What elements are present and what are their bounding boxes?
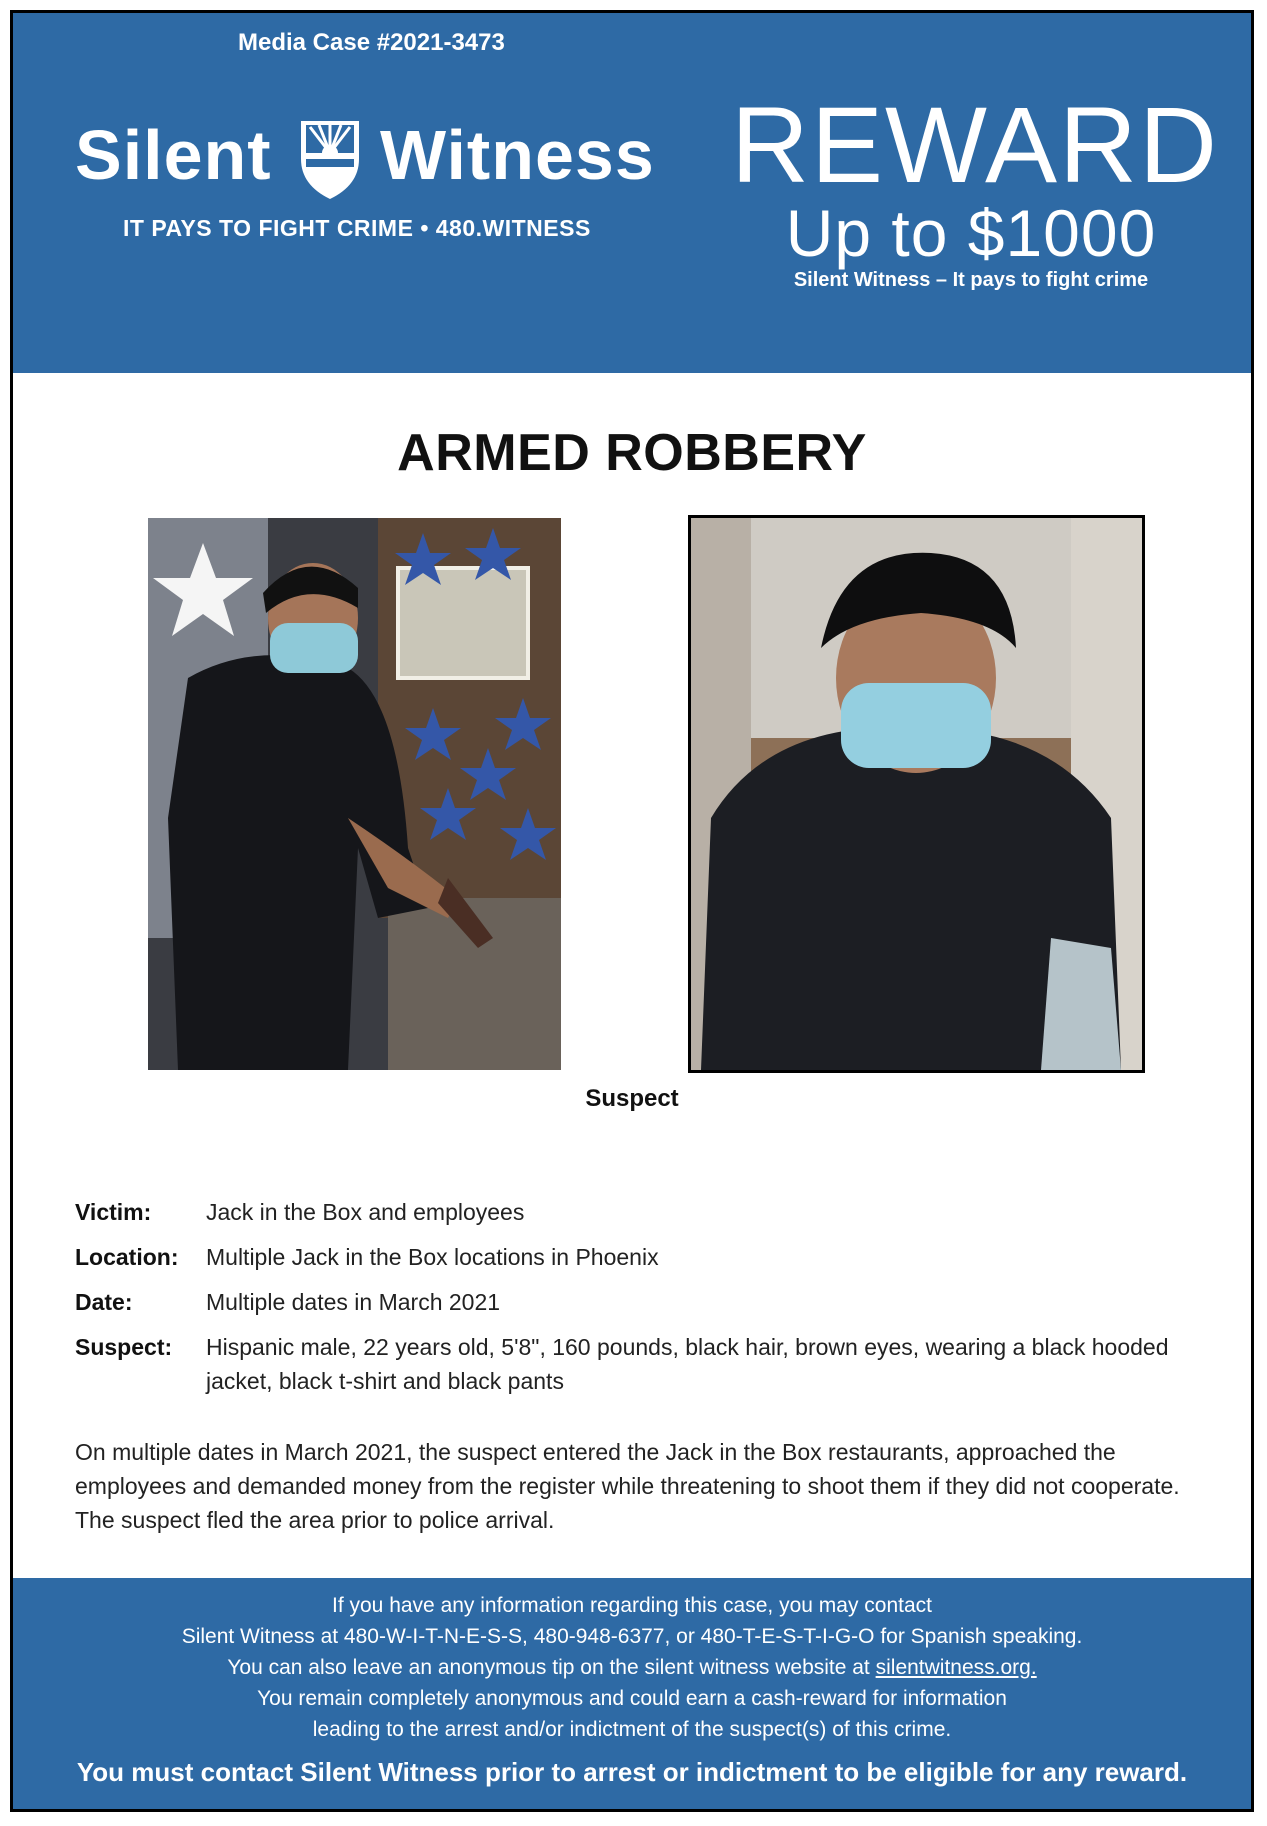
reward-title: REWARD — [731, 84, 1219, 205]
detail-label: Victim: — [75, 1199, 152, 1225]
flyer-frame — [10, 10, 1254, 1812]
case-details — [75, 1195, 1195, 1409]
detail-value: Multiple Jack in the Box locations in Phoenix — [206, 1244, 659, 1270]
footer-line-2: Silent Witness at 480-W-I-T-N-E-S-S, 480-948-6377, or 480-T-E-S-T-I-G-O for Spanish speaking. — [181, 1625, 1083, 1648]
footer-banner — [13, 1578, 1251, 1812]
detail-row-location — [75, 1240, 1195, 1274]
shield-icon — [297, 113, 363, 201]
detail-row-date — [75, 1285, 1195, 1319]
detail-value: Multiple dates in March 2021 — [206, 1289, 501, 1315]
suspect-photo-left-image — [148, 518, 561, 1070]
footer-line-1: If you have any information regarding this case, you may contact — [332, 1594, 932, 1617]
reward-tagline: Silent Witness – It pays to fight crime — [793, 269, 1149, 291]
footer-warning: You must contact Silent Witness prior to arrest or indictment to be eligible for any reward. — [76, 1757, 1188, 1787]
detail-value: Hispanic male, 22 years old, 5'8", 160 pounds, black hair, brown eyes, wearing a black hooded jacket, black t-shirt and black pants — [206, 1334, 1169, 1394]
detail-row-victim — [75, 1195, 1195, 1229]
detail-label: Date: — [75, 1289, 133, 1315]
suspect-photo-right — [688, 515, 1145, 1073]
detail-label: Location: — [75, 1244, 179, 1270]
detail-value: Jack in the Box and employees — [206, 1199, 525, 1225]
footer-line-5: leading to the arrest and/or indictment of the suspect(s) of this crime. — [312, 1718, 952, 1741]
silent-witness-logo — [75, 113, 675, 253]
logo-tagline: IT PAYS TO FIGHT CRIME • 480.WITNESS — [123, 215, 591, 241]
website-link[interactable]: silentwitness.org. — [875, 1656, 1037, 1679]
footer-line-3 — [13, 1652, 1251, 1683]
header-banner — [13, 13, 1251, 373]
suspect-photo-left — [148, 518, 561, 1070]
suspect-photo-right-image — [691, 518, 1142, 1070]
detail-label: Suspect: — [75, 1334, 173, 1360]
media-case-number: Media Case #2021-3473 — [238, 29, 505, 56]
footer-line-3-text: You can also leave an anonymous tip on the silent witness website at — [227, 1656, 876, 1679]
crime-title: ARMED ROBBERY — [397, 424, 867, 482]
photo-caption: Suspect — [585, 1085, 679, 1112]
detail-row-suspect — [75, 1330, 1195, 1398]
logo-word-silent: Silent — [75, 116, 272, 194]
reward-amount: Up to $1000 — [785, 196, 1157, 270]
case-narrative: On multiple dates in March 2021, the suspect entered the Jack in the Box restaurants, approached the employees and demanded money from the register while threatening to shoot them if they did not cooperate. The suspect fled the area prior to police arrival. — [75, 1439, 1180, 1533]
logo-word-witness: Witness — [380, 116, 655, 194]
footer-line-4: You remain completely anonymous and could earn a cash-reward for information — [257, 1687, 1007, 1710]
